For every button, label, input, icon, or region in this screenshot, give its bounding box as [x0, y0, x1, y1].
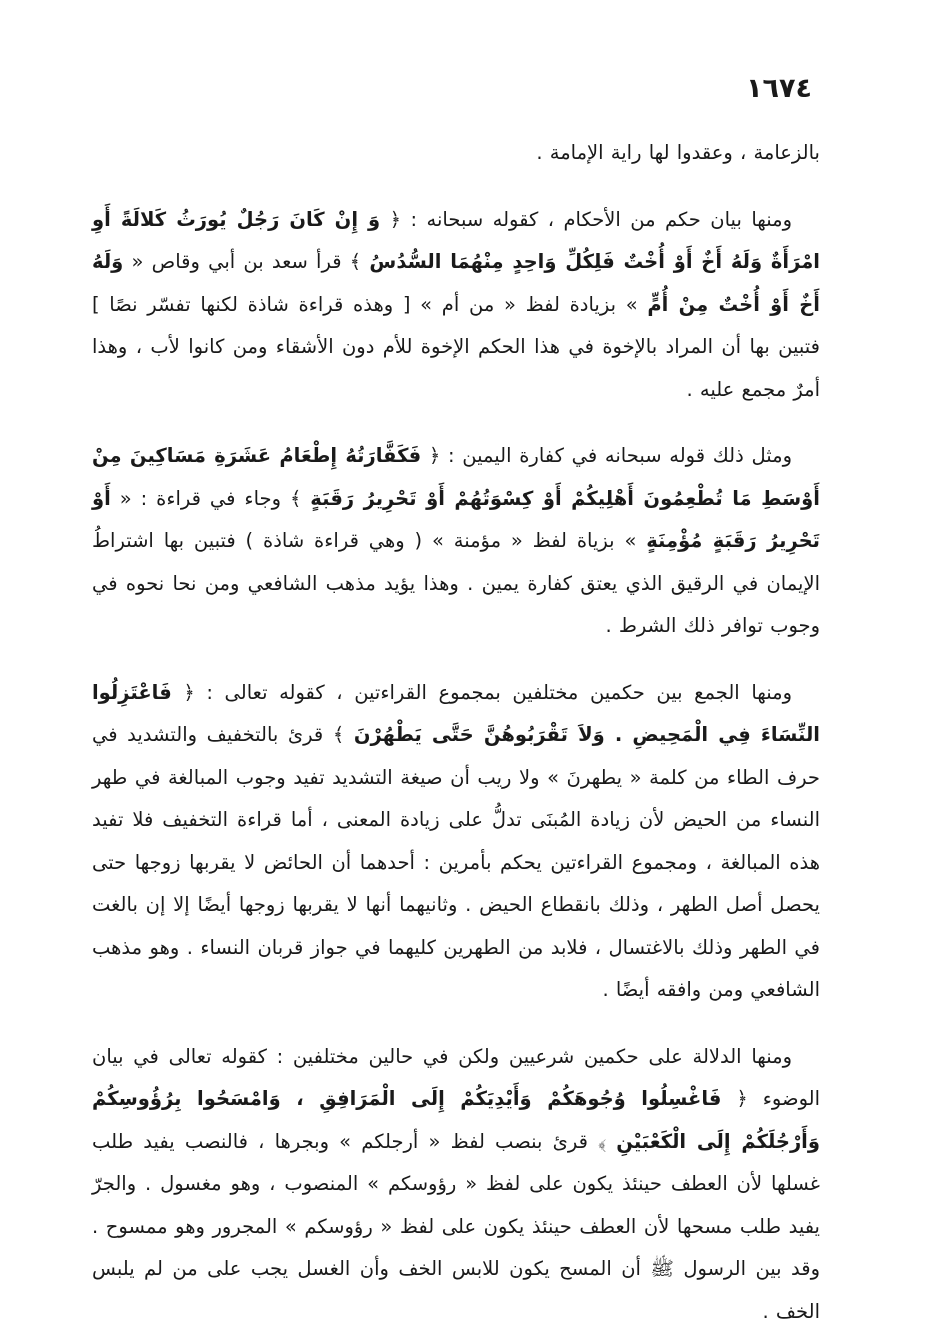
quranic-verse: فَاعْتَزِلُوا النِّسَاءَ فِي الْمَحِيضِ . وَلاَ تَقْرَبُوهُنَّ حَتَّى يَطْهُرْنَ — [92, 680, 820, 746]
paragraph — [92, 199, 820, 412]
text-run: بالزعامة ، وعقدوا لها راية الإمامة . — [536, 141, 820, 164]
text-run: ﴾ قرأ سعد بن أبي وقاص « — [123, 250, 370, 273]
page-number: ١٦٧٤ — [746, 73, 812, 104]
quranic-verse: فَكَفَّارَتُهُ إِطْعَامُ عَشَرَةِ مَسَاكِينَ مِنْ أَوْسَطِ مَا تُطْعِمُونَ أَهْلِيكُمْ أَوْ كِسْوَتُهُمْ أَوْ تَحْرِيرُ رَقَبَةٍ — [92, 444, 820, 510]
text-run: » بزيادة لفظ « من أم » [ وهذه قراءة شاذة لكنها تفسّر نصًا ] فتبين بها أن المراد بالإخوة في هذا الحكم الإخوة للأم دون الأشقاء ومن كانوا لأب ، وهذا أمرٌ مجمع عليه . — [92, 292, 820, 401]
text-run: ومنها الدلالة على حكمين شرعيين ولكن في حالين مختلفين : كقوله تعالى في بيان الوضوء ﴿ — [92, 1044, 820, 1110]
paragraph — [92, 1036, 820, 1334]
text-run: ومنها الجمع بين حكمين مختلفين بمجموع القراءتين ، كقوله تعالى : ﴿ — [171, 680, 792, 704]
quranic-verse: أَوْ تَحْرِيرُ رَقَبَةٍ مُؤْمِنَةٍ — [92, 486, 820, 552]
paragraph — [92, 672, 820, 1012]
text-run: ﴾ قرئ بنصب لفظ « أرجلكم » وبجرها ، فالنصب يفيد طلب غسلها لأن العطف حينئذ يكون على لفظ « رؤوسكم » المنصوب ، وهو مغسول . والجرّ يفيد طلب مسحها لأن العطف حينئذ يكون على لفظ « رؤوسكم » المجرور وهو ممسوح . وقد بين الرسول ﷺ أن المسح يكون للابس الخف وأن الغسل يجب على من لم يلبس الخف . — [92, 1129, 820, 1323]
text-run: » بزياة لفظ « مؤمنة » ( وهي قراءة شاذة ) فتبين بها اشتراطُ الإيمان في الرقيق الذي يعتق كفارة يمين . وهذا يؤيد مذهب الشافعي ومن نحا نحوه في وجوب توافر ذلك الشرط . — [92, 529, 820, 637]
body-text — [92, 132, 820, 1333]
quranic-verse: وَ إِنْ كَانَ رَجُلٌ يُورَثُ كَلالَةً أَوِ امْرَأَةٌ وَلَهُ أَخٌ أَوْ أُخْتٌ فَلِكُلِّ وَاحِدٍ مِنْهُمَا السُّدُسُ — [92, 207, 820, 273]
text-run: ومثل ذلك قوله سبحانه في كفارة اليمين : ﴿ — [421, 444, 792, 467]
paragraph — [92, 435, 820, 648]
text-run: ﴾ قرئ بالتخفيف والتشديد في حرف الطاء من كلمة « يطهرنَ » ولا ريب أن صيغة التشديد تفيد وجوب المبالغة في طهر النساء من الحيض لأن زيادة المُبنَى تدلُّ على زيادة المعنى ، أما قراءة التخفيف فلا تفيد هذه المبالغة ، ومجموع القراءتين يحكم بأمرين : أحدهما أن الحائض لا يقربها زوجها حتى يحصل أصل الطهر ، وذلك بانقطاع الحيض . وثانيهما أنها لا يقربها زوجها أيضًا إلا إن بالغت في الطهر وذلك بالاغتسال ، فلابد من الطهرين كليهما في جواز قربان النساء . وهو مذهب الشافعي ومن وافقه أيضًا . — [92, 723, 820, 1001]
paragraph — [92, 132, 820, 175]
quranic-verse: وَلَهُ أَخٌ أَوْ أُخْتٌ مِنْ أُمٍّ — [92, 250, 820, 316]
quranic-verse: فَاغْسِلُوا وُجُوهَكُمْ وَأَيْدِيَكُمْ إِلَى الْمَرَافِقِ ، وَامْسَحُوا بِرُؤُوسِكُمْ وَأَرْجُلَكُمْ إِلَى الْكَعْبَيْنِ — [92, 1087, 820, 1153]
text-run: ﴾ وجاء في قراءة : « — [110, 486, 311, 510]
text-run: ومنها بيان حكم من الأحكام ، كقوله سبحانه : ﴿ — [380, 207, 792, 231]
